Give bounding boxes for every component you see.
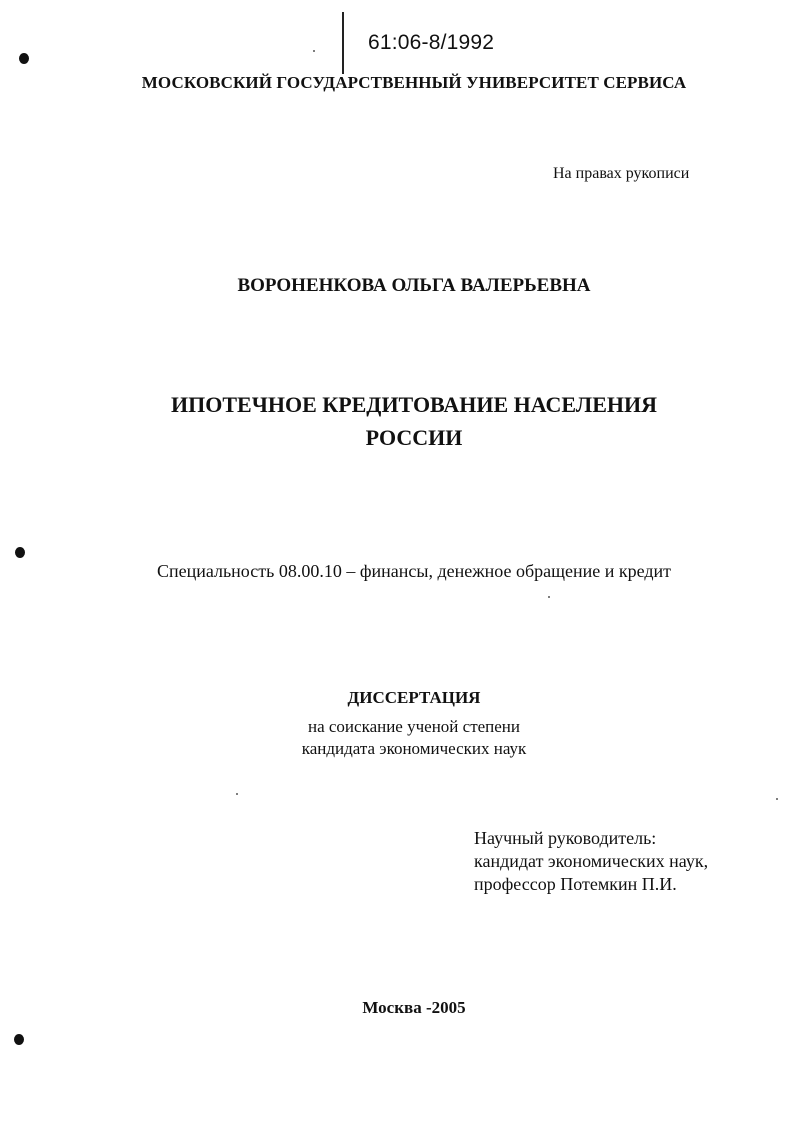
punch-hole-middle xyxy=(15,547,25,558)
title-line-2: РОССИИ xyxy=(365,425,463,450)
scan-speck xyxy=(548,596,550,598)
margin-rule-line xyxy=(342,12,344,74)
scan-speck xyxy=(776,798,778,800)
degree-line-1: на соискание ученой степени xyxy=(307,717,521,736)
punch-hole-bottom xyxy=(14,1034,24,1045)
rights-note: На правах рукописи xyxy=(553,165,690,182)
supervisor-degree: кандидат экономических наук, xyxy=(474,851,709,871)
university-name: МОСКОВСКИЙ ГОСУДАРСТВЕННЫЙ УНИВЕРСИТЕТ СЕРВИСА xyxy=(141,73,687,92)
degree-block xyxy=(0,687,794,760)
degree-line-2: кандидата экономических наук xyxy=(301,739,527,758)
supervisor-block xyxy=(474,827,708,896)
author-name: ВОРОНЕНКОВА ОЛЬГА ВАЛЕРЬЕВНА xyxy=(237,275,591,296)
title-line-1: ИПОТЕЧНОЕ КРЕДИТОВАНИЕ НАСЕЛЕНИЯ xyxy=(171,392,657,417)
scan-speck xyxy=(313,50,315,52)
supervisor-name: профессор Потемкин П.И. xyxy=(474,874,677,894)
specialty-line: Специальность 08.00.10 – финансы, денежное обращение и кредит xyxy=(156,561,672,581)
dissertation-title xyxy=(0,388,794,454)
dissertation-heading: ДИССЕРТАЦИЯ xyxy=(347,688,481,707)
scan-speck xyxy=(236,793,238,795)
supervisor-label: Научный руководитель: xyxy=(474,828,657,848)
city-year: Москва -2005 xyxy=(362,998,466,1017)
punch-hole-top xyxy=(19,53,29,64)
registration-stamp: 61:06-8/1992 xyxy=(368,31,495,54)
